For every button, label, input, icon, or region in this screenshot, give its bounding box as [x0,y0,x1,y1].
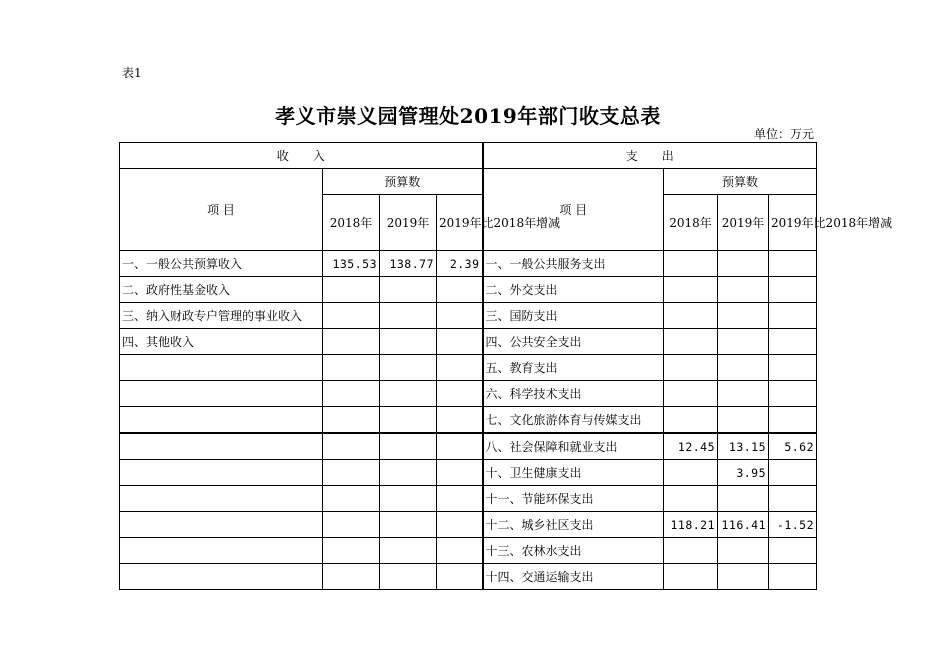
expense-2019-value [718,486,769,512]
table-row [120,381,817,407]
income-2019-value [380,538,437,564]
income-2018-value [323,460,380,486]
expense-item-label: 二、外交支出 [483,277,664,303]
expense-item-header: 项 目 [483,169,664,251]
income-item-label [120,564,323,590]
table-number-label: 表1 [122,66,142,80]
income-2019-header: 2019年 [380,195,437,251]
expense-2018-value [664,460,718,486]
income-item-label [120,538,323,564]
income-2018-value [323,512,380,538]
expense-2018-value [664,564,718,590]
table-row [120,407,817,434]
income-change-value [437,407,483,434]
income-change-value [437,277,483,303]
income-2019-value [380,381,437,407]
expense-2018-header: 2018年 [664,195,718,251]
expense-item-label: 十二、城乡社区支出 [483,512,664,538]
expense-2019-value [718,251,769,277]
income-change-value [437,538,483,564]
income-2018-value [323,381,380,407]
table-row [120,355,817,381]
expense-change-value [769,303,817,329]
expense-2019-value [718,381,769,407]
income-2018-value [323,407,380,434]
income-2018-value [323,564,380,590]
expense-2018-value [664,407,718,434]
income-change-value [437,433,483,460]
expense-2018-value [664,538,718,564]
expense-2019-value: 13.15 [718,433,769,460]
income-item-label [120,433,323,460]
income-change-value [437,329,483,355]
income-2018-value [323,329,380,355]
expense-change-header: 2019年比2018年增减 [769,195,817,251]
income-change-value [437,564,483,590]
expense-2018-value [664,329,718,355]
expense-item-label: 十一、节能环保支出 [483,486,664,512]
table-row [120,486,817,512]
expense-change-value [769,486,817,512]
income-item-label [120,355,323,381]
income-item-label: 四、其他收入 [120,329,323,355]
income-2018-value [323,303,380,329]
income-item-label: 一、一般公共预算收入 [120,251,323,277]
expense-change-value [769,564,817,590]
expense-item-label: 七、文化旅游体育与传媒支出 [483,407,664,434]
income-2019-value [380,433,437,460]
income-2019-value [380,303,437,329]
income-item-label [120,381,323,407]
expense-change-value: -1.52 [769,512,817,538]
expense-2019-value [718,407,769,434]
expense-2019-header: 2019年 [718,195,769,251]
expense-2018-value [664,277,718,303]
income-2019-value [380,355,437,381]
income-change-header: 2019年比2018年增减 [437,195,483,251]
expense-change-value [769,355,817,381]
income-2019-value [380,486,437,512]
table-row [120,433,817,460]
expense-2019-value [718,355,769,381]
table-row [120,329,817,355]
expense-item-label: 十、卫生健康支出 [483,460,664,486]
expense-2018-value [664,303,718,329]
income-change-value [437,303,483,329]
table-row [120,277,817,303]
income-change-value: 2.39 [437,251,483,277]
expense-2018-value: 12.45 [664,433,718,460]
income-item-label [120,460,323,486]
expense-section-header: 支 出 [483,143,817,169]
expense-item-label: 六、科学技术支出 [483,381,664,407]
expense-2019-value: 3.95 [718,460,769,486]
table-row [120,460,817,486]
expense-change-value [769,329,817,355]
expense-2018-value: 118.21 [664,512,718,538]
income-item-label [120,407,323,434]
income-2019-value [380,460,437,486]
table-row [120,251,817,277]
income-budget-header: 预算数 [323,169,483,195]
expense-item-label: 一、一般公共服务支出 [483,251,664,277]
income-2018-value: 135.53 [323,251,380,277]
expense-2018-value [664,355,718,381]
income-2018-value [323,486,380,512]
expense-change-value [769,407,817,434]
expense-item-label: 八、社会保障和就业支出 [483,433,664,460]
income-2019-value [380,329,437,355]
expense-2019-value [718,329,769,355]
expense-change-value: 5.62 [769,433,817,460]
income-2018-value [323,433,380,460]
expense-2019-value: 116.41 [718,512,769,538]
document-title: 孝义市崇义园管理处2019年部门收支总表 [275,104,661,128]
expense-change-value [769,460,817,486]
income-item-label [120,486,323,512]
income-item-label: 二、政府性基金收入 [120,277,323,303]
income-section-header: 收 入 [120,143,483,169]
budget-summary-table [119,142,893,590]
income-2019-value [380,407,437,434]
income-2019-value [380,564,437,590]
expense-2019-value [718,564,769,590]
income-change-value [437,355,483,381]
unit-label: 单位：万元 [753,127,814,141]
expense-change-value [769,381,817,407]
expense-item-label: 四、公共安全支出 [483,329,664,355]
income-2018-value [323,355,380,381]
income-2019-value: 138.77 [380,251,437,277]
expense-budget-header: 预算数 [664,169,817,195]
expense-item-label: 三、国防支出 [483,303,664,329]
expense-2018-value [664,251,718,277]
expense-change-value [769,538,817,564]
income-2018-value [323,277,380,303]
table-row [120,512,817,538]
income-change-value [437,486,483,512]
expense-2018-value [664,381,718,407]
expense-2019-value [718,303,769,329]
income-change-value [437,512,483,538]
income-2018-value [323,538,380,564]
expense-2019-value [718,538,769,564]
table-row [120,564,817,590]
expense-change-value [769,277,817,303]
expense-change-value [769,251,817,277]
income-2019-value [380,512,437,538]
income-item-label: 三、纳入财政专户管理的事业收入 [120,303,323,329]
income-change-value [437,460,483,486]
income-change-value [437,381,483,407]
income-item-header: 项 目 [120,169,323,251]
income-item-label [120,512,323,538]
expense-item-label: 十三、农林水支出 [483,538,664,564]
expense-2018-value [664,486,718,512]
expense-item-label: 十四、交通运输支出 [483,564,664,590]
expense-item-label: 五、教育支出 [483,355,664,381]
income-2019-value [380,277,437,303]
income-2018-header: 2018年 [323,195,380,251]
table-row [120,303,817,329]
table-row [120,538,817,564]
expense-2019-value [718,277,769,303]
